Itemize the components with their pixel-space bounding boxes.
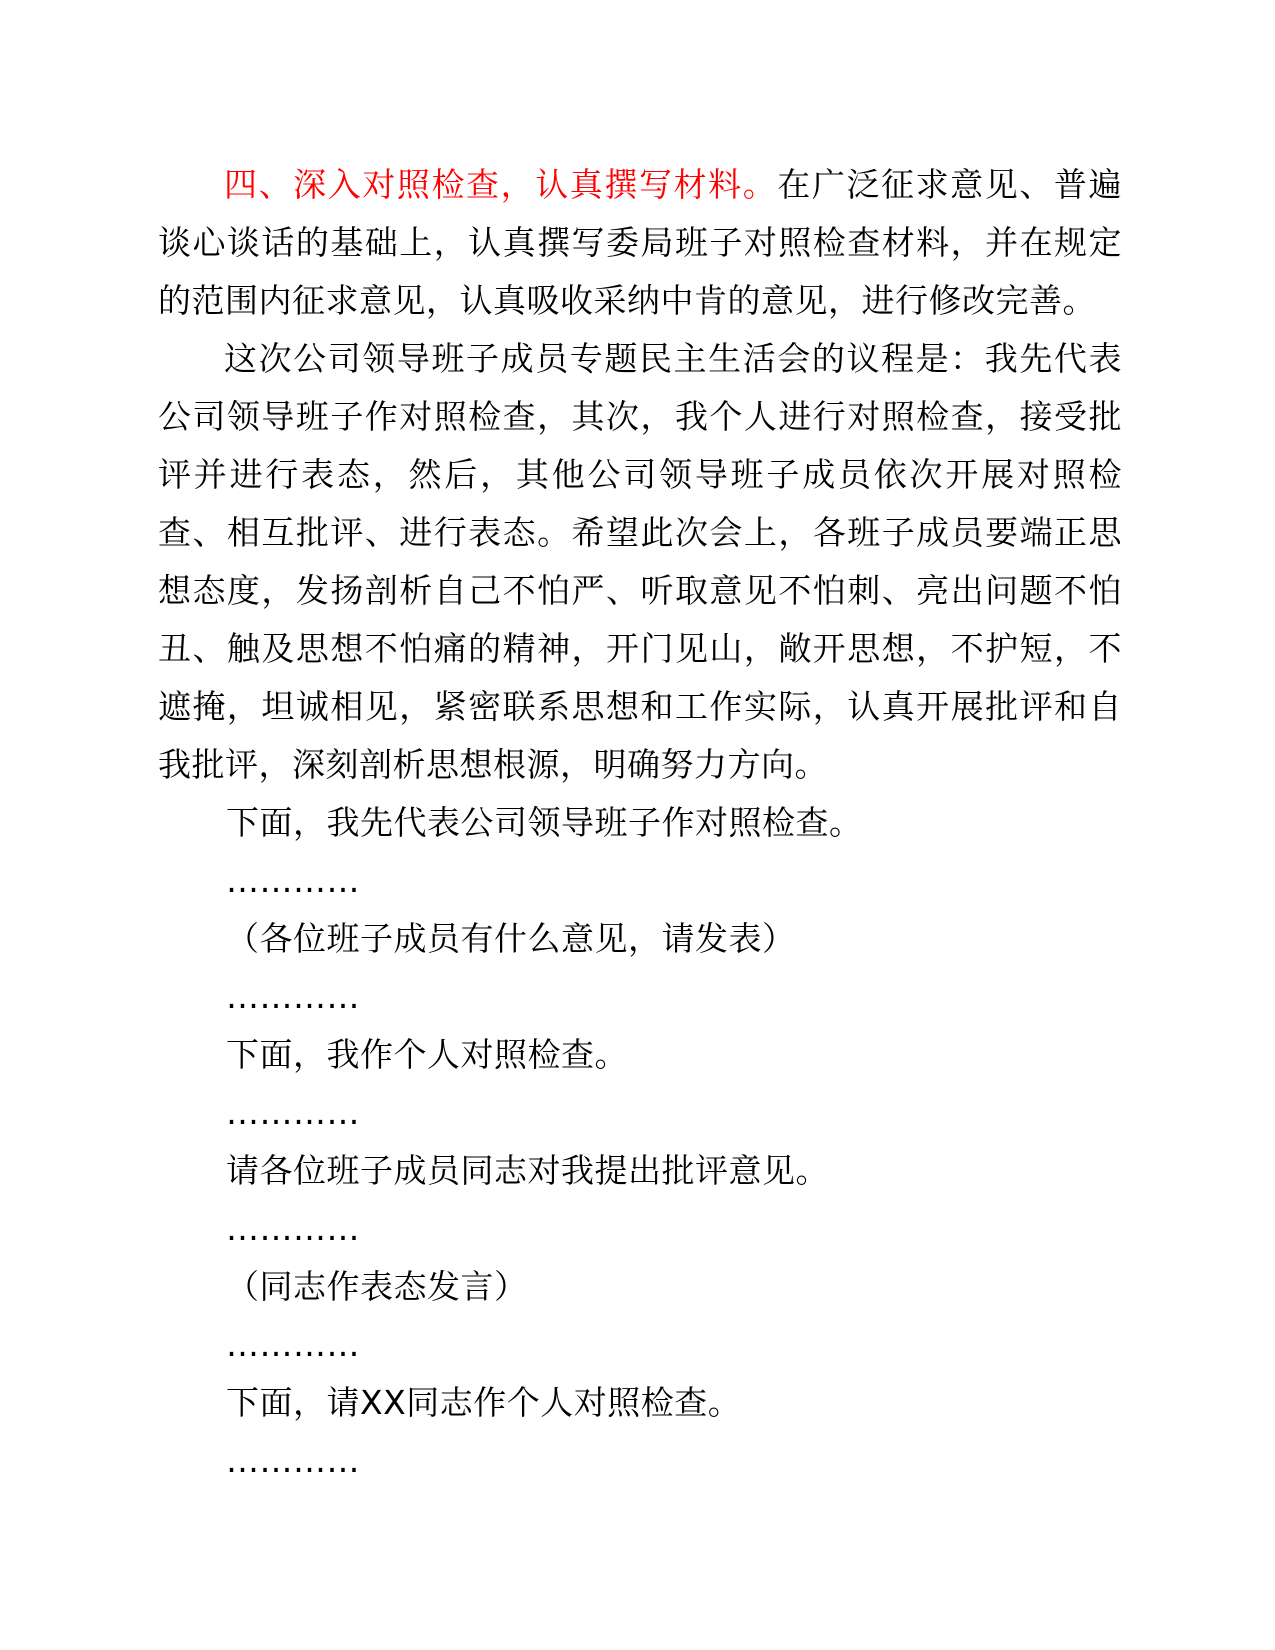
ellipsis-line: …………: [226, 861, 360, 900]
line-item: （各位班子成员有什么意见，请发表）: [226, 919, 796, 958]
line-item: 下面，我作个人对照检查。: [226, 1035, 628, 1074]
line-item: 下面，我先代表公司领导班子作对照检查。: [226, 803, 863, 842]
line-item: 请各位班子成员同志对我提出批评意见。: [226, 1151, 829, 1190]
line-item: 下面，请XX同志作个人对照检查。: [226, 1383, 742, 1422]
paragraph-agenda: 这次公司领导班子成员专题民主生活会的议程是：我先代表公司领导班子作对照检查，其次，我个人进行对照检查，接受批评并进行表态，然后，其他公司领导班子成员依次开展对照检查、相互批评、进行表态。希望此次会上，各班子成员要端正思想态度，发扬剖析自己不怕严、听取意见不怕刺、亮出问题不怕丑、触及思想不怕痛的精神，开门见山，敞开思想，不护短，不遮掩，坦诚相见，紧密联系思想和工作实际，认真开展批评和自我批评，深刻剖析思想根源，明确努力方向。: [158, 339, 1122, 784]
paragraph-section-four: [158, 156, 1122, 330]
document-body: [158, 156, 1122, 1490]
section-body-text: 在广泛征求意见、普遍谈心谈话的基础上，认真撰写委局班子对照检查材料，并在规定的范围内征求意见，认真吸收采纳中肯的意见，进行修改完善。: [158, 165, 1123, 320]
ellipsis-line: …………: [226, 1325, 360, 1364]
ellipsis-line: …………: [226, 977, 360, 1016]
ellipsis-line: …………: [226, 1209, 360, 1248]
ellipsis-line: …………: [226, 1441, 360, 1480]
ellipsis-line: …………: [226, 1093, 360, 1132]
section-heading: 四、深入对照检查，认真撰写材料。: [224, 165, 778, 204]
line-item: （同志作表态发言）: [226, 1267, 528, 1306]
